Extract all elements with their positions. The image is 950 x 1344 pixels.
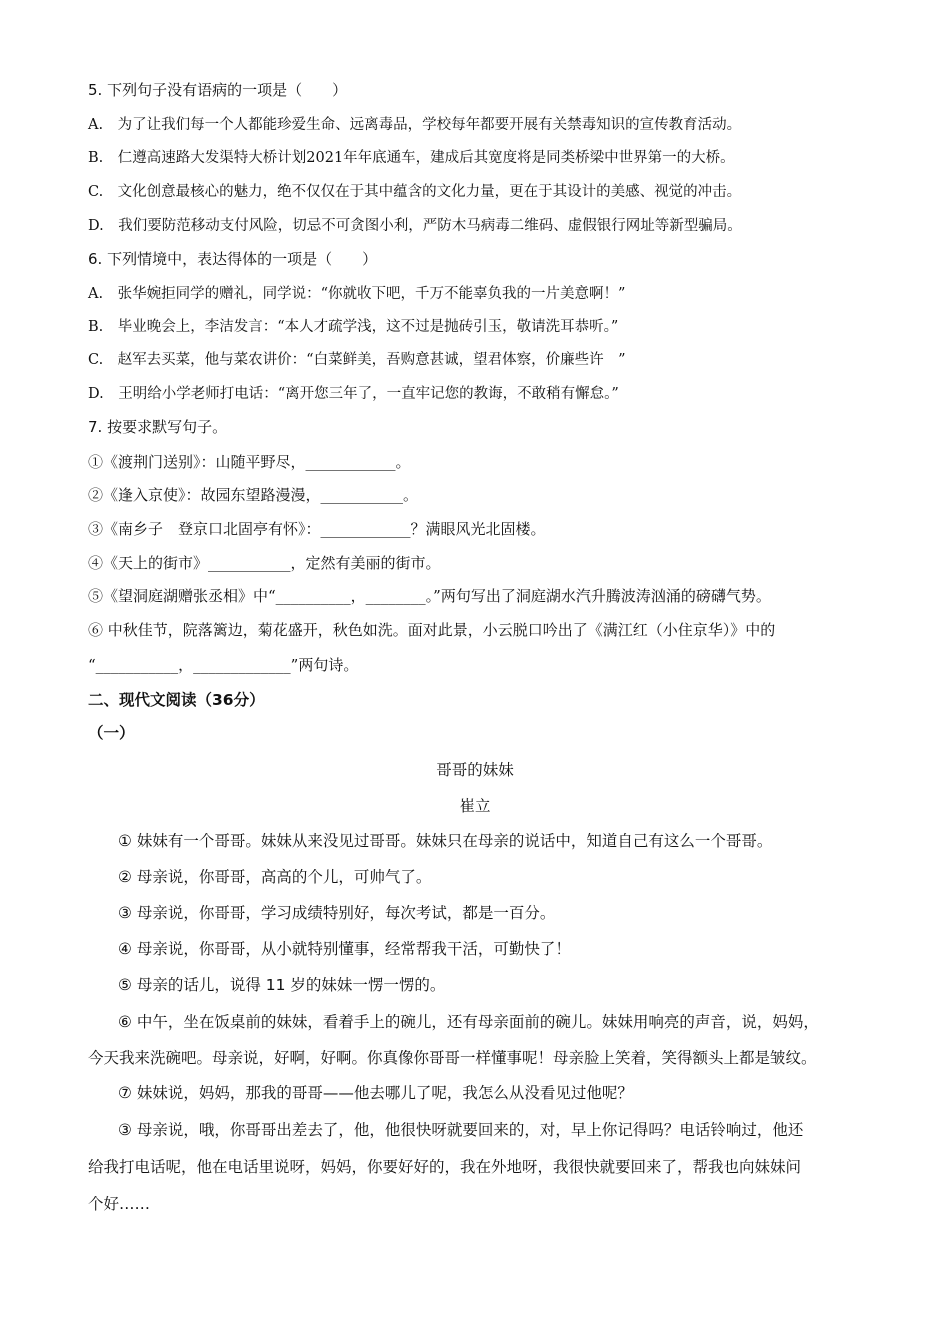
subsection-label: （一） — [88, 724, 135, 742]
question-7-stem: 7. 按要求默写句子。 — [88, 418, 228, 436]
question-5-option-d: D. 我们要防范移动支付风险，切忌不可贪图小利，严防木马病毒二维码、虚假银行网址等新型骗局。 — [88, 218, 742, 234]
question-6-option-c: C. 赵军去买菜，他与菜农讲价：“白菜鲜美，吾购意甚诚，望君体察，价廉些许 ” — [88, 352, 626, 368]
question-7-item-1: ①《渡荆门送别》：山随平野尽，____________。 — [88, 453, 411, 471]
question-7-item-5: ⑤《望洞庭湖赠张丞相》中“__________，________。”两句写出了洞庭湖水汽升腾波涛汹涌的磅礴气势。 — [88, 587, 771, 605]
article-paragraph: ① 妹妹有一个哥哥。妹妹从来没见过哥哥。妹妹只在母亲的说话中，知道自己有这么一个哥哥。 — [118, 832, 773, 850]
question-6-stem: 6. 下列情境中，表达得体的一项是（ ） — [88, 250, 378, 268]
question-7-item-4: ④《天上的街市》___________，定然有美丽的街市。 — [88, 554, 441, 572]
section-heading: 二、现代文阅读（36分） — [88, 691, 265, 709]
article-paragraph: ⑥ 中午，坐在饭桌前的妹妹，看着手上的碗儿，还有母亲面前的碗儿。妹妹用响亮的声音，说，妈妈， — [118, 1013, 819, 1031]
question-5-stem: 5. 下列句子没有语病的一项是（ ） — [88, 81, 348, 99]
question-5-option-b: B. 仁遵高速路大发渠特大桥计划2021年年底通车，建成后其宽度将是同类桥梁中世界第一的大桥。 — [88, 150, 735, 166]
article-paragraph-cont: 给我打电话呢，他在电话里说呀，妈妈，你要好好的，我在外地呀，我很快就要回来了，帮我也向妹妹问 — [88, 1158, 802, 1176]
article-paragraph: ③ 母亲说，哦，你哥哥出差去了，他，他很快呀就要回来的，对，早上你记得吗？电话铃响过，他还 — [118, 1121, 804, 1139]
question-6-option-b: B. 毕业晚会上，李洁发言：“本人才疏学浅，这不过是抛砖引玉，敬请洗耳恭听。” — [88, 319, 619, 335]
article-paragraph: ⑦ 妹妹说，妈妈，那我的哥哥——他去哪儿了呢，我怎么从没看见过他呢？ — [118, 1084, 633, 1102]
article-paragraph-cont: 今天我来洗碗吧。母亲说，好啊，好啊。你真像你哥哥一样懂事呢！母亲脸上笑着，笑得额头上都是皱纹。 — [88, 1049, 817, 1067]
article-author: 崔立 — [459, 797, 491, 815]
question-7-item-2: ②《逢入京使》：故园东望路漫漫，___________。 — [88, 486, 419, 504]
article-paragraph: ⑤ 母亲的话儿，说得 11 岁的妹妹一愣一愣的。 — [118, 976, 446, 994]
article-paragraph: ② 母亲说，你哥哥，高高的个儿，可帅气了。 — [118, 868, 432, 886]
question-7-item-6: ⑥ 中秋佳节，院落篱边，菊花盛开，秋色如洗。面对此景，小云脱口吟出了《满江红（小住京华）》中的 — [88, 621, 776, 639]
question-5-option-a: A. 为了让我们每一个人都能珍爱生命、远离毒品，学校每年都要开展有关禁毒知识的宣传教育活动。 — [88, 117, 742, 133]
question-7-item-3: ③《南乡子 登京口北固亭有怀》：____________？满眼风光北固楼。 — [88, 520, 546, 538]
article-paragraph: ③ 母亲说，你哥哥，学习成绩特别好，每次考试，都是一百分。 — [118, 904, 556, 922]
article-title: 哥哥的妹妹 — [436, 761, 514, 779]
article-paragraph: ④ 母亲说，你哥哥，从小就特别懂事，经常帮我干活，可勤快了！ — [118, 940, 571, 958]
article-paragraph-cont: 个好…… — [88, 1195, 151, 1213]
question-6-option-a: A. 张华婉拒同学的赠礼，同学说：“你就收下吧，千万不能辜负我的一片美意啊！” — [88, 286, 626, 302]
question-6-option-d: D. 王明给小学老师打电话：“离开您三年了，一直牢记您的教诲，不敢稍有懈怠。” — [88, 386, 619, 402]
question-5-option-c: C. 文化创意最核心的魅力，绝不仅仅在于其中蕴含的文化力量，更在于其设计的美感、视觉的冲击。 — [88, 184, 742, 200]
question-7-item-6-cont: “___________，_____________”两句诗。 — [88, 656, 359, 674]
